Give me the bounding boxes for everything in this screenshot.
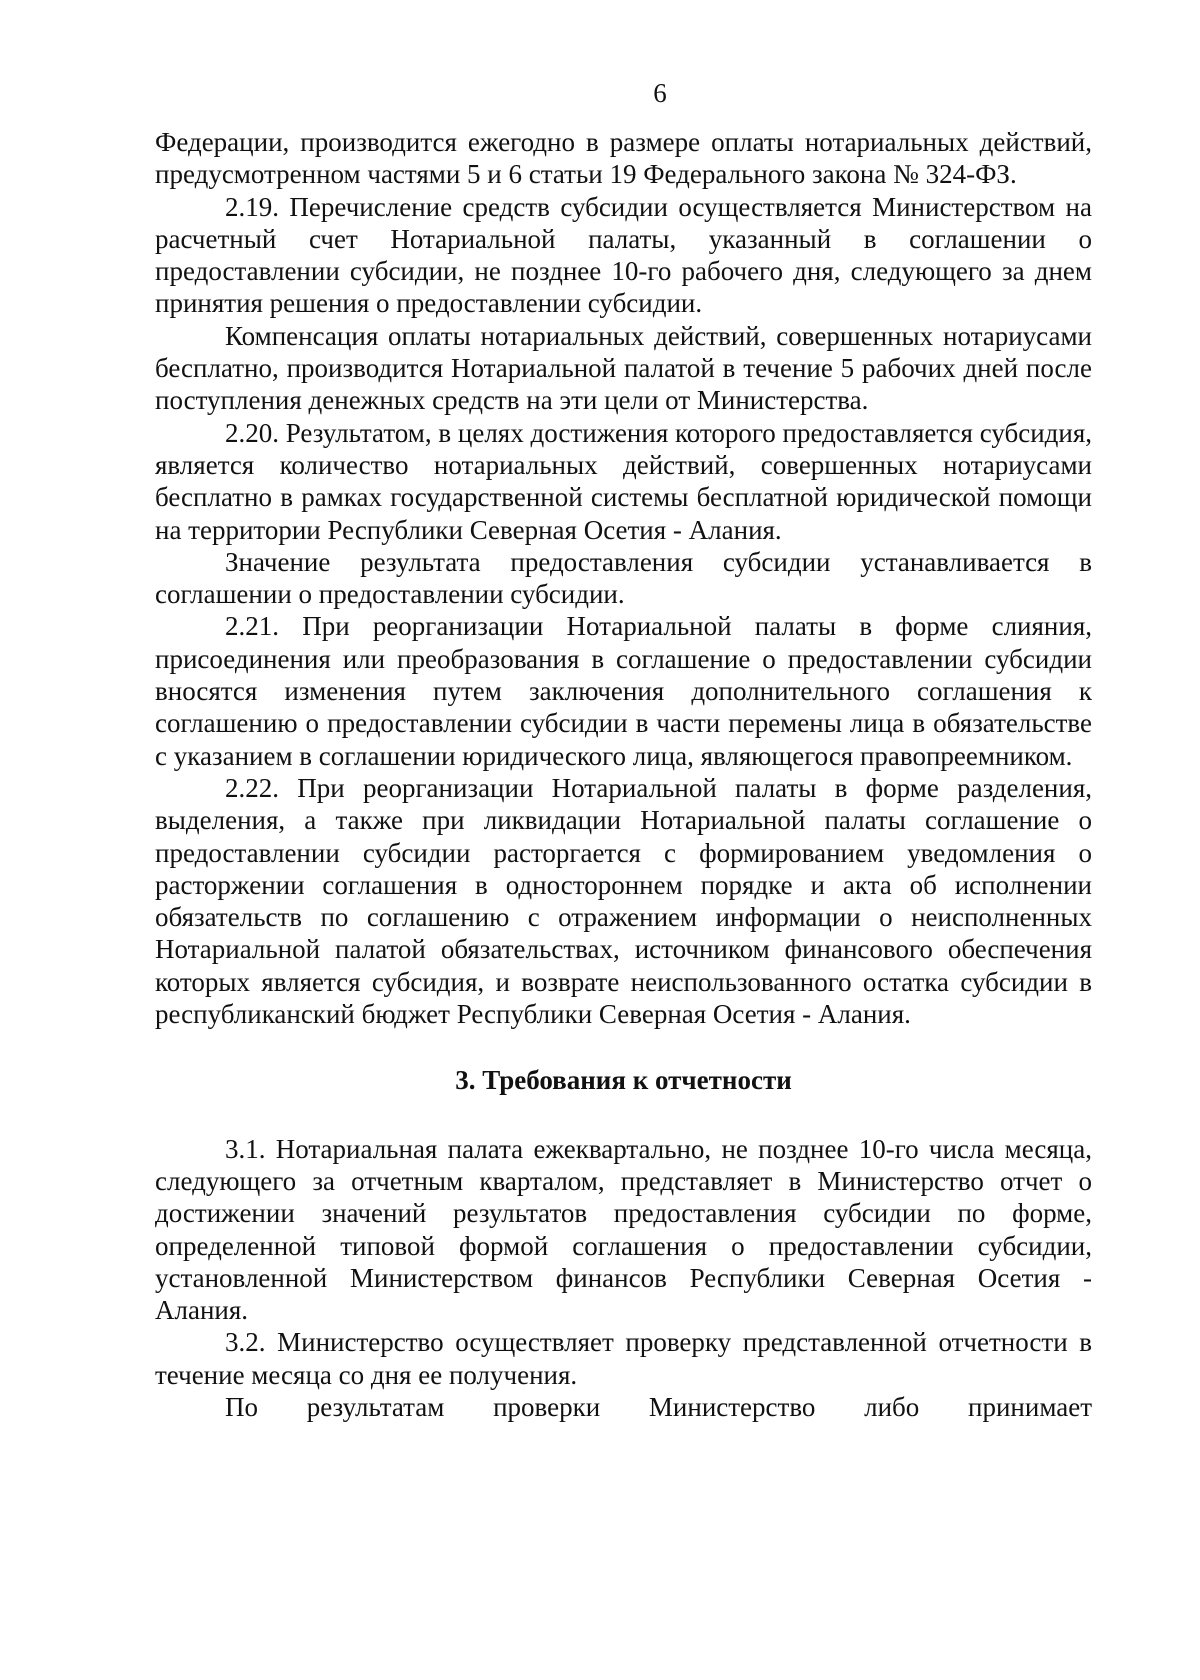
document-body bbox=[155, 126, 1092, 1423]
paragraph-3-1: 3.1. Нотариальная палата ежеквартально, не позднее 10-го числа месяца, следующего за отчетным кварталом, представляет в Министерство отчет о достижении значений результатов предоставления субсидии по форме, определенной типовой формой соглашения о предоставлении субсидии, установленной Министерством финансов Республики Северная Осетия - Алания. bbox=[155, 1133, 1092, 1326]
paragraph-2-22: 2.22. При реорганизации Нотариальной палаты в форме разделения, выделения, а также при ликвидации Нотариальной палаты соглашение о предоставлении субсидии расторгается с формированием уведомления о расторжении соглашения в одностороннем порядке и акта об исполнении обязательств по соглашению с отражением информации о неисполненных Нотариальной палатой обязательствах, источником финансового обеспечения которых является субсидия, и возврате неиспользованного остатка субсидии в республиканский бюджет Республики Северная Осетия - Алания. bbox=[155, 772, 1092, 1030]
paragraph-2-20: 2.20. Результатом, в целях достижения которого предоставляется субсидия, является количество нотариальных действий, совершенных нотариусами бесплатно в рамках государственной системы бесплатной юридической помощи на территории Республики Северная Осетия - Алания. bbox=[155, 417, 1092, 545]
paragraph-2-21: 2.21. При реорганизации Нотариальной палаты в форме слияния, присоединения или преобразования в соглашение о предоставлении субсидии вносятся изменения путем заключения дополнительного соглашения к соглашению о предоставлении субсидии в части перемены лица в обязательстве с указанием в соглашении юридического лица, являющегося правопреемником. bbox=[155, 611, 1092, 771]
paragraph-federal-law-continuation: Федерации, производится ежегодно в размере оплаты нотариальных действий, предусмотренном частями 5 и 6 статьи 19 Федерального закона № 324-ФЗ. bbox=[155, 127, 1092, 190]
paragraph-inspection-results: По результатам проверки Министерство либо принимает bbox=[225, 1391, 1092, 1422]
paragraph-compensation: Компенсация оплаты нотариальных действий, совершенных нотариусами бесплатно, производится Нотариальной палатой в течение 5 рабочих дней после поступления денежных средств на эти цели от Министерства. bbox=[155, 320, 1092, 416]
page-number: 6 bbox=[653, 78, 667, 108]
paragraph-result-value: Значение результата предоставления субсидии устанавливается в соглашении о предоставлении субсидии. bbox=[155, 546, 1092, 610]
paragraph-3-2: 3.2. Министерство осуществляет проверку представленной отчетности в течение месяца со дня ее получения. bbox=[155, 1327, 1092, 1390]
paragraph-2-19: 2.19. Перечисление средств субсидии осуществляется Министерством на расчетный счет Нотариальной палаты, указанный в соглашении о предоставлении субсидии, не позднее 10-го рабочего дня, следующего за днем принятия решения о предоставлении субсидии. bbox=[155, 191, 1092, 319]
section-heading-reporting: 3. Требования к отчетности bbox=[455, 1065, 792, 1096]
